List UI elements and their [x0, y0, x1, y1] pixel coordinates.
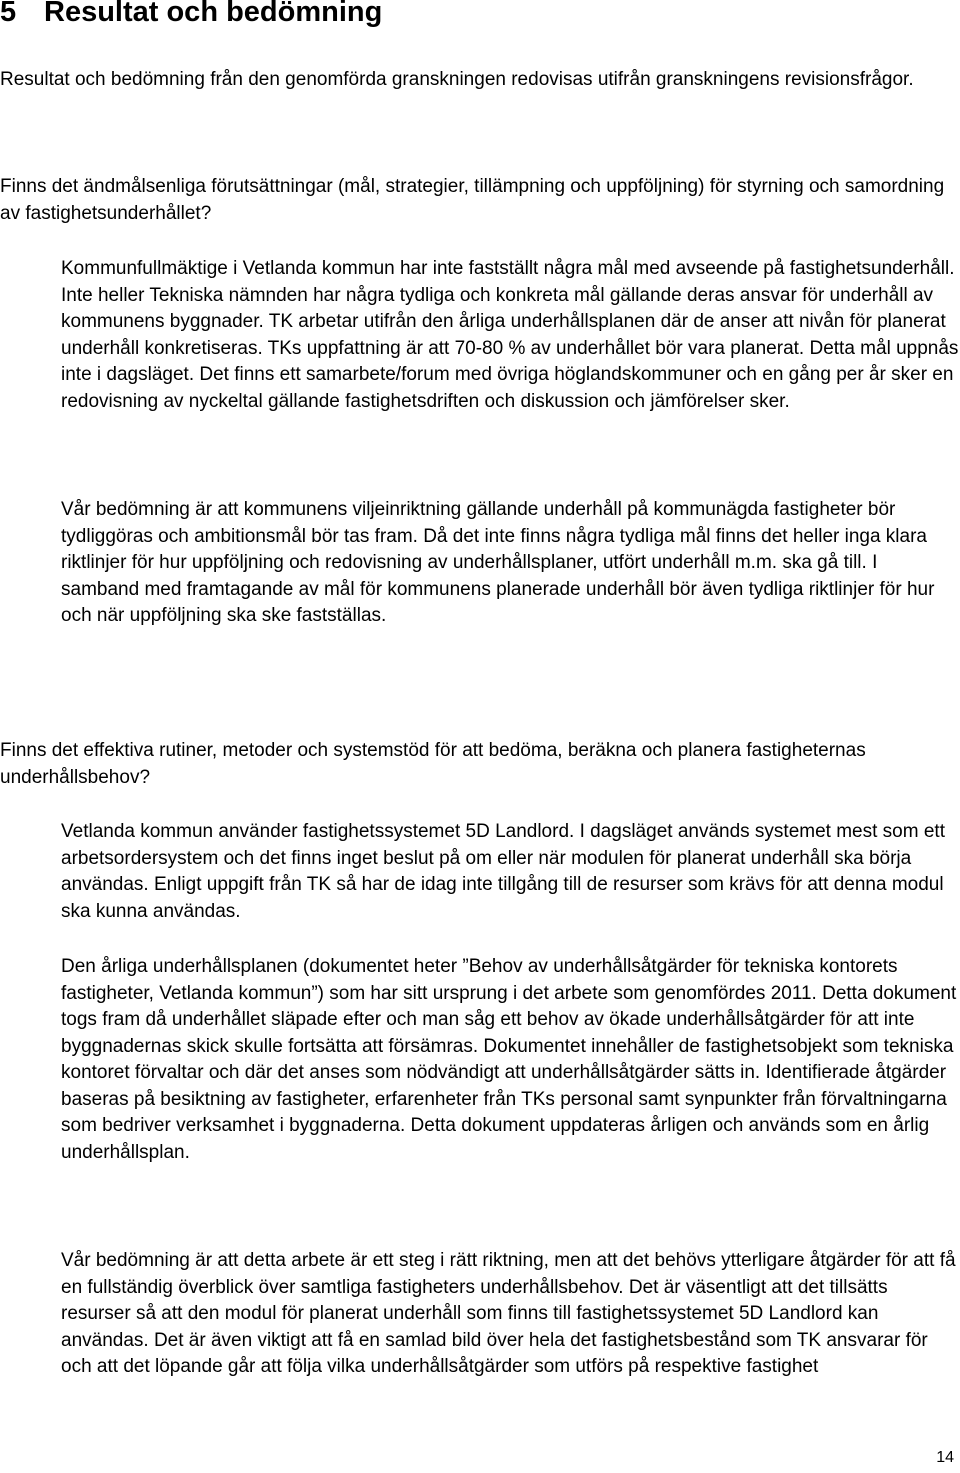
question-2-finding-2: Den årliga underhållsplanen (dokumentet heter ”Behov av underhållsåtgärder för tekniska kontorets fastigheter, Vetlanda kommun”) som har sitt ursprung i det arbete som genomfördes 2011. Detta dokument togs fram då underhållet släpade efter och man såg ett behov av ökade underhållsåtgärder för att inte byggnadernas skick skulle fortsätta att försämras. Dokumentet innehåller de fastighetsobjekt som tekniska kontoret förvaltar och där det anses som nödvändigt att underhållsåtgärder sätts in. Identifierade åtgärder baseras på besiktning av fastigheter, erfarenheter från TKs personal samt synpunkter från förvaltningarna som bedriver verksamhet i byggnaderna. Detta dokument uppdateras årligen och används som en årlig underhållsplan.: [61, 956, 957, 1163]
section-heading: [0, 0, 382, 30]
question-2: Finns det effektiva rutiner, metoder och systemstöd för att bedöma, beräkna och planera fastigheternas underhållsbehov?: [0, 740, 866, 788]
question-2-assessment: Vår bedömning är att detta arbete är ett steg i rätt riktning, men att det behövs ytterligare åtgärder för att få en fullständig överblick över samtliga fastigheters underhållsbehov. Det är väsentligt att det tillsätts resurser så att den modul för planerat underhåll som finns till fastighetssystemet 5D Landlord kan användas. Det är även viktigt att få en samlad bild över hela det fastighetsbestånd som TK ansvarar för och att det löpande går att följa vilka underhållsåtgärder som utförs på respektive fastighet: [61, 1250, 956, 1377]
question-1-assessment: Vår bedömning är att kommunens viljeinriktning gällande underhåll på kommunägda fastigheter bör tydliggöras och ambitionsmål bör tas fram. Då det inte finns några tydliga mål finns det heller inga klara riktlinjer för hur uppföljning och redovisning av underhållsplaner, utfört underhåll m.m. ska gå till. I samband med framtagande av mål för kommunens planerade underhåll bör även tydliga riktlinjer för hur och när uppföljning ska ske fastställas.: [61, 499, 935, 626]
section-number: 5: [0, 0, 17, 28]
question-1-finding: Kommunfullmäktige i Vetlanda kommun har inte fastställt några mål med avseende på fastighetsunderhåll. Inte heller Tekniska nämnden har några tydliga och konkreta mål gällande deras ansvar för underhåll av kommunens byggnader. TK arbetar utifrån den årliga underhållsplanen där de anser att nivån för planerat underhåll konkretiseras. TKs uppfattning är att 70-80 % av underhållet bör vara planerat. Detta mål uppnås inte i dagsläget. Det finns ett samarbete/forum med övriga höglandskommuner och en gång per år sker en redovisning av nyckeltal gällande fastighetsdriften och diskussion och jämförelser sker.: [61, 258, 959, 412]
section-title: Resultat och bedömning: [44, 0, 383, 28]
intro-paragraph: Resultat och bedömning från den genomförda granskningen redovisas utifrån granskningens revisionsfrågor.: [0, 69, 914, 90]
page-number: 14: [936, 1449, 954, 1466]
question-2-finding-1: Vetlanda kommun använder fastighetssystemet 5D Landlord. I dagsläget används systemet mest som ett arbetsordersystem och det finns inget beslut på om eller när modulen för planerat underhåll ska börja användas. Enligt uppgift från TK så har de idag inte tillgång till de resurser som krävs för att denna modul ska kunna användas.: [61, 821, 945, 922]
question-1: Finns det ändmålsenliga förutsättningar (mål, strategier, tillämpning och uppföljning) för styrning och samordning av fastighetsunderhållet?: [0, 176, 945, 224]
